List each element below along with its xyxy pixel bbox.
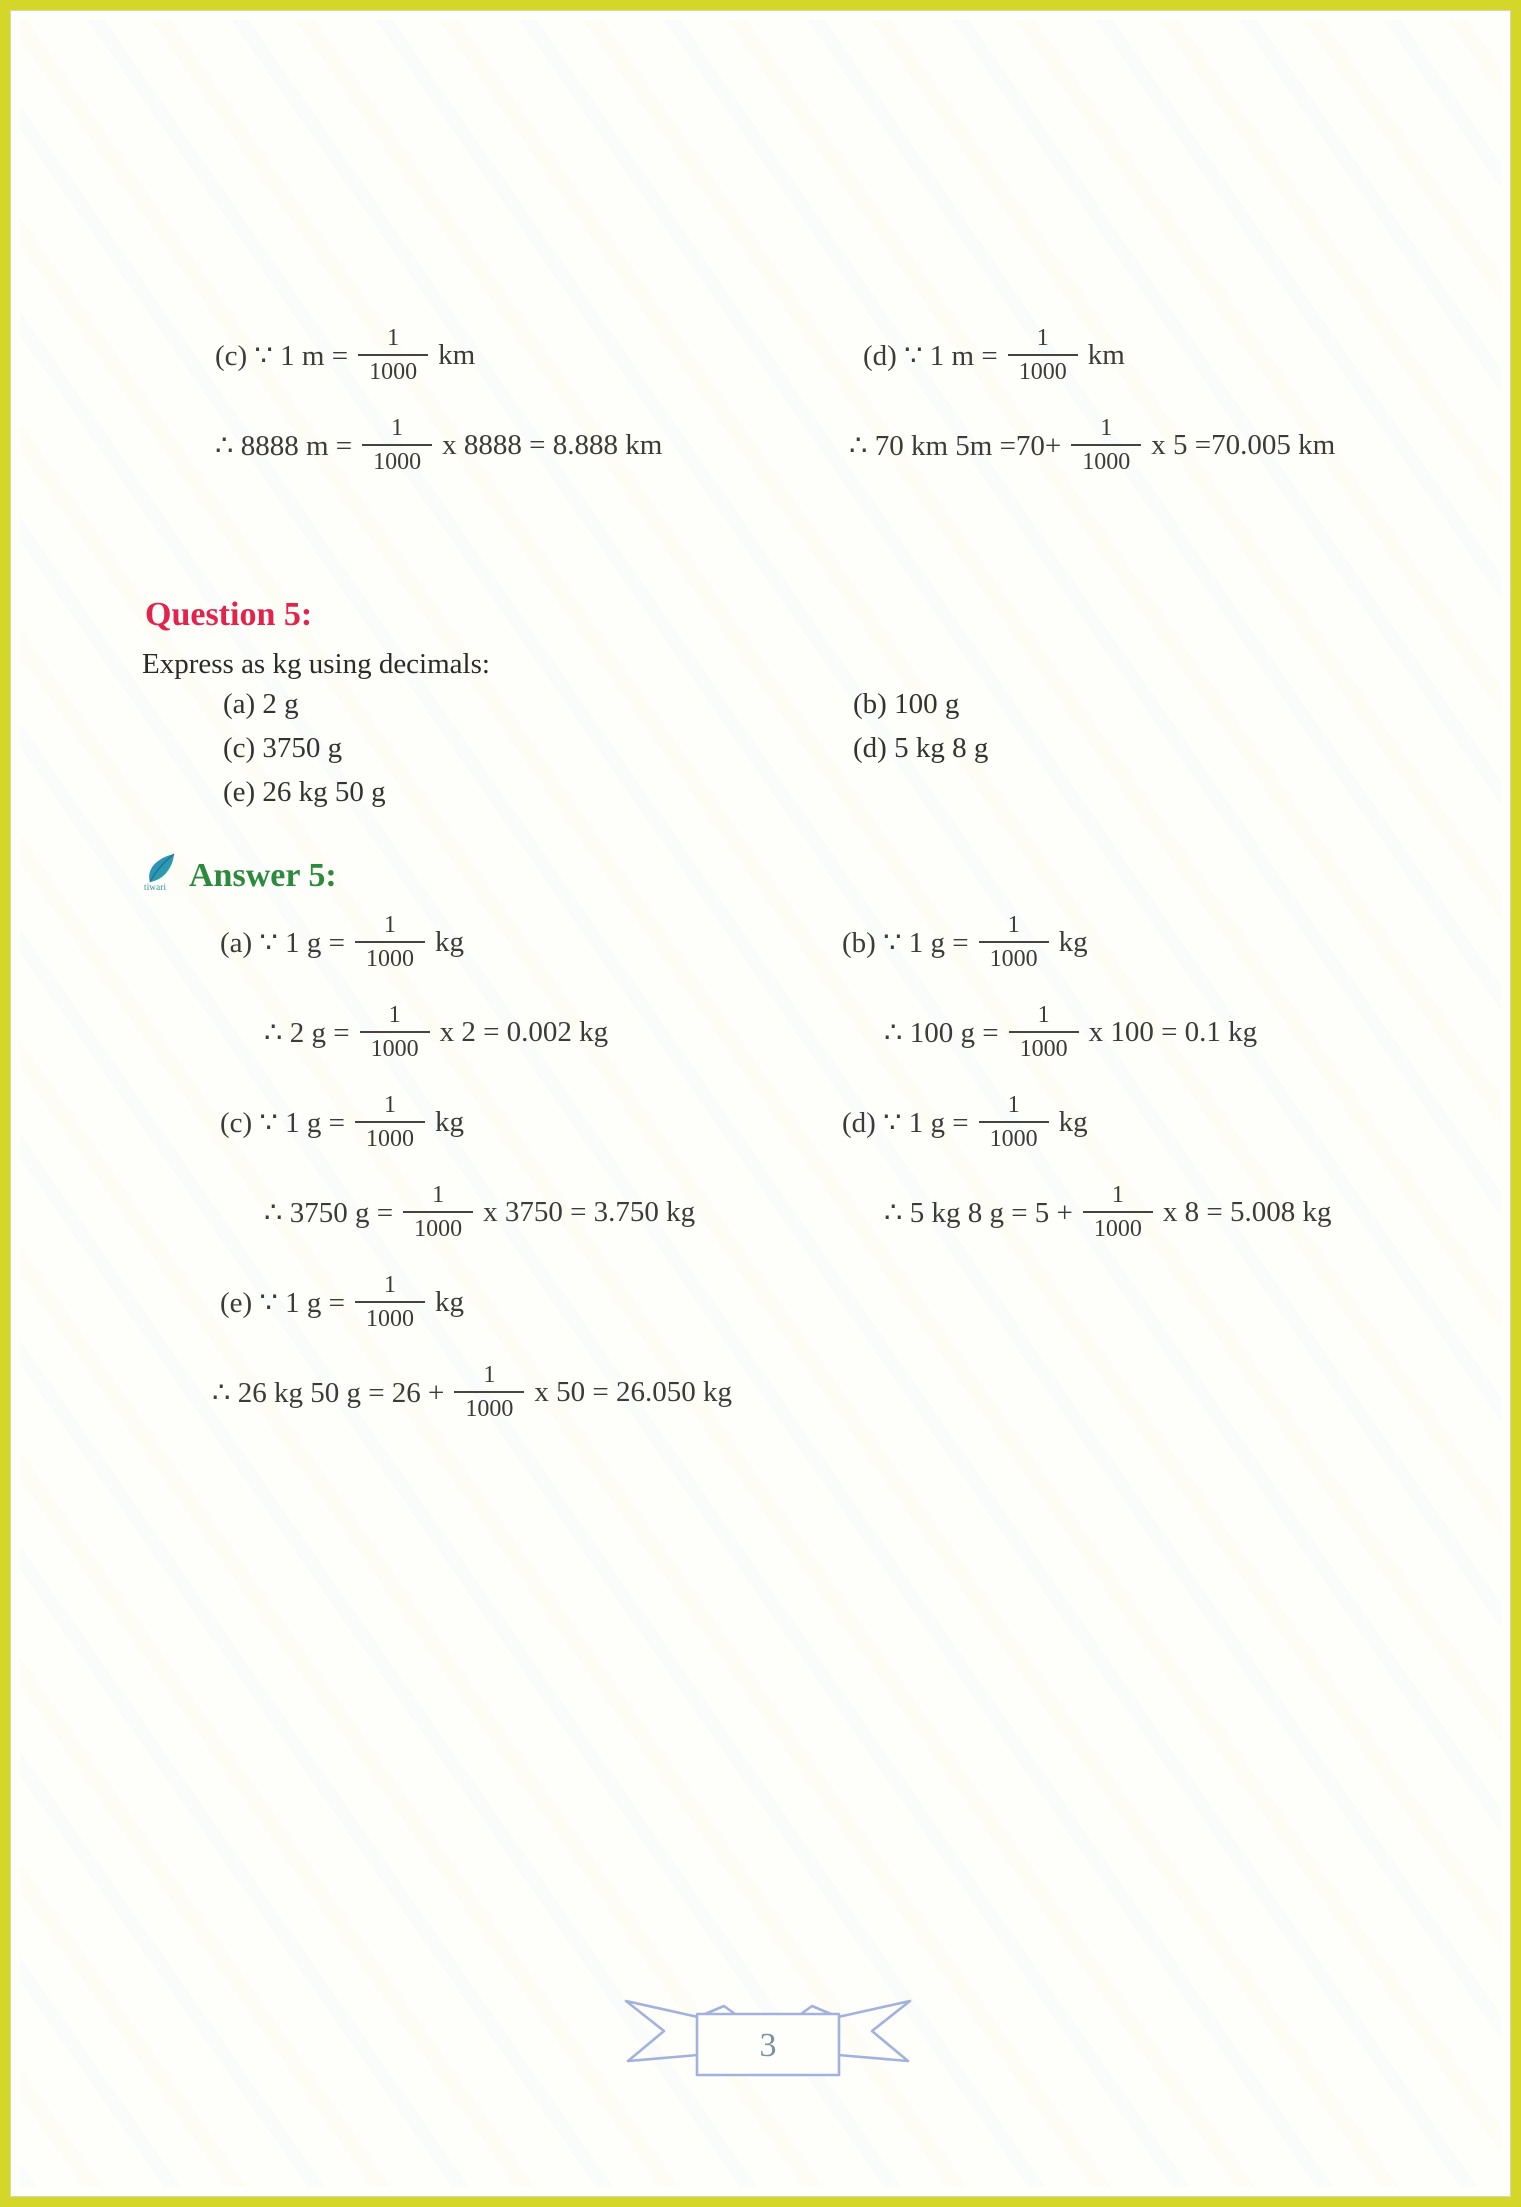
fraction-denominator: 1000 <box>1093 1216 1142 1242</box>
equation-text: kg <box>435 1105 464 1138</box>
fraction-denominator: 1000 <box>370 1036 419 1062</box>
fraction <box>1083 1182 1153 1243</box>
fraction-denominator: 1000 <box>366 1306 414 1332</box>
question-item-a: (a) 2 g <box>223 688 299 720</box>
fraction <box>1009 1002 1079 1063</box>
question-item-d: (d) 5 kg 8 g <box>853 732 989 764</box>
equation-text: ∴ 8888 m = <box>215 429 353 462</box>
top-equations-right-column <box>849 310 1335 490</box>
ribbon-right-tail <box>838 2001 910 2061</box>
fraction-numerator: 1 <box>979 912 1049 943</box>
fraction-numerator: 1 <box>355 1092 425 1123</box>
equation-text: x 50 = 26.050 kg <box>534 1375 733 1408</box>
equation-text: ∴ 100 g = <box>884 1016 999 1049</box>
equation-text: (c) ∵ 1 m = <box>215 339 349 372</box>
equation-text: x 100 = 0.1 kg <box>1088 1015 1258 1048</box>
equation-text: kg <box>435 1285 464 1318</box>
fraction <box>358 325 428 386</box>
equation-text: x 8888 = 8.888 km <box>442 428 663 461</box>
answer-heading: Answer 5: <box>189 857 337 894</box>
equation-c-line2 <box>212 1167 732 1257</box>
equation-text: x 5 =70.005 km <box>1151 428 1336 461</box>
fraction-numerator: 1 <box>355 1272 425 1303</box>
equation-top-c-line1 <box>215 310 662 400</box>
fraction-denominator: 1000 <box>989 946 1038 972</box>
fraction-numerator: 1 <box>362 415 432 446</box>
equation-text: kg <box>1058 925 1088 958</box>
equation-text: kg <box>1058 1105 1088 1138</box>
tiwari-academy-logo <box>141 853 185 893</box>
ribbon-banner-icon <box>618 1993 918 2085</box>
equation-e-line1 <box>212 1257 732 1347</box>
equation-text: kg <box>435 925 464 958</box>
fraction-denominator: 1000 <box>989 1126 1038 1152</box>
fraction-numerator: 1 <box>1009 1002 1079 1033</box>
fraction-numerator: 1 <box>403 1182 473 1213</box>
answers-left-column <box>212 897 732 1437</box>
equation-text: ∴ 70 km 5m =70+ <box>849 429 1062 462</box>
fraction <box>362 415 432 476</box>
leaf-logo-icon <box>141 853 185 893</box>
equation-text: x 8 = 5.008 kg <box>1162 1195 1332 1228</box>
equation-text: ∴ 26 kg 50 g = 26 + <box>212 1376 445 1409</box>
fraction-denominator: 1000 <box>366 946 414 972</box>
equation-text: (e) ∵ 1 g = <box>220 1286 345 1319</box>
equation-text: (d) ∵ 1 g = <box>842 1106 969 1139</box>
fraction-numerator: 1 <box>1083 1182 1153 1213</box>
equation-text: (a) ∵ 1 g = <box>220 926 345 959</box>
question-item-e: (e) 26 kg 50 g <box>223 776 386 808</box>
equation-c-line1 <box>212 1077 732 1167</box>
equation-text: x 2 = 0.002 kg <box>439 1015 609 1048</box>
logo-caption-text: tiwari <box>144 882 167 892</box>
fraction <box>355 1272 425 1333</box>
fraction-numerator: 1 <box>979 1092 1049 1123</box>
fraction-numerator: 1 <box>454 1362 524 1393</box>
fraction <box>979 912 1049 973</box>
equation-text: ∴ 5 kg 8 g = 5 + <box>884 1196 1073 1229</box>
fraction <box>454 1362 524 1423</box>
fraction <box>355 1092 425 1153</box>
page-number-ribbon <box>618 1993 918 2085</box>
ribbon-left-tail <box>626 2001 698 2061</box>
fraction <box>979 1092 1049 1153</box>
equation-top-d-line2 <box>849 400 1335 490</box>
fraction <box>403 1182 473 1243</box>
question-item-b: (b) 100 g <box>853 688 960 720</box>
equation-d-line2 <box>842 1167 1332 1257</box>
answers-right-column <box>842 897 1332 1257</box>
equation-text: km <box>1087 338 1125 371</box>
equation-top-d-line1 <box>849 310 1335 400</box>
fraction-numerator: 1 <box>360 1002 430 1033</box>
fraction-denominator: 1000 <box>414 1216 463 1242</box>
fraction-denominator: 1000 <box>465 1396 514 1422</box>
fraction <box>1071 415 1141 476</box>
fraction-numerator: 1 <box>1008 325 1078 356</box>
fraction-denominator: 1000 <box>1082 449 1131 475</box>
equation-d-line1 <box>842 1077 1332 1167</box>
question-item-c: (c) 3750 g <box>223 732 343 764</box>
fraction <box>355 912 425 973</box>
equation-text: ∴ 3750 g = <box>264 1196 394 1229</box>
fraction <box>360 1002 430 1063</box>
equation-text: (b) ∵ 1 g = <box>842 926 969 959</box>
equation-b-line2 <box>842 987 1332 1077</box>
question-heading: Question 5: <box>145 596 313 633</box>
equation-a-line1 <box>212 897 732 987</box>
question-prompt: Express as kg using decimals: <box>142 648 490 680</box>
equation-b-line1 <box>842 897 1332 987</box>
fraction-numerator: 1 <box>358 325 428 356</box>
fraction-denominator: 1000 <box>366 1126 414 1152</box>
top-equations-left-column <box>215 310 662 490</box>
fraction-denominator: 1000 <box>1018 359 1067 385</box>
equation-e-line2 <box>212 1347 732 1437</box>
fraction <box>1008 325 1078 386</box>
equation-text: km <box>438 338 476 371</box>
page-number: 3 <box>759 2027 777 2064</box>
fraction-denominator: 1000 <box>373 449 422 475</box>
equation-text: (d) ∵ 1 m = <box>863 339 998 372</box>
fraction-numerator: 1 <box>1071 415 1141 446</box>
equation-text: (c) ∵ 1 g = <box>220 1106 345 1139</box>
equation-text: x 3750 = 3.750 kg <box>483 1195 696 1228</box>
fraction-denominator: 1000 <box>369 359 418 385</box>
fraction-numerator: 1 <box>355 912 425 943</box>
equation-top-c-line2 <box>215 400 662 490</box>
fraction-denominator: 1000 <box>1019 1036 1068 1062</box>
equation-a-line2 <box>212 987 732 1077</box>
equation-text: ∴ 2 g = <box>264 1016 350 1049</box>
